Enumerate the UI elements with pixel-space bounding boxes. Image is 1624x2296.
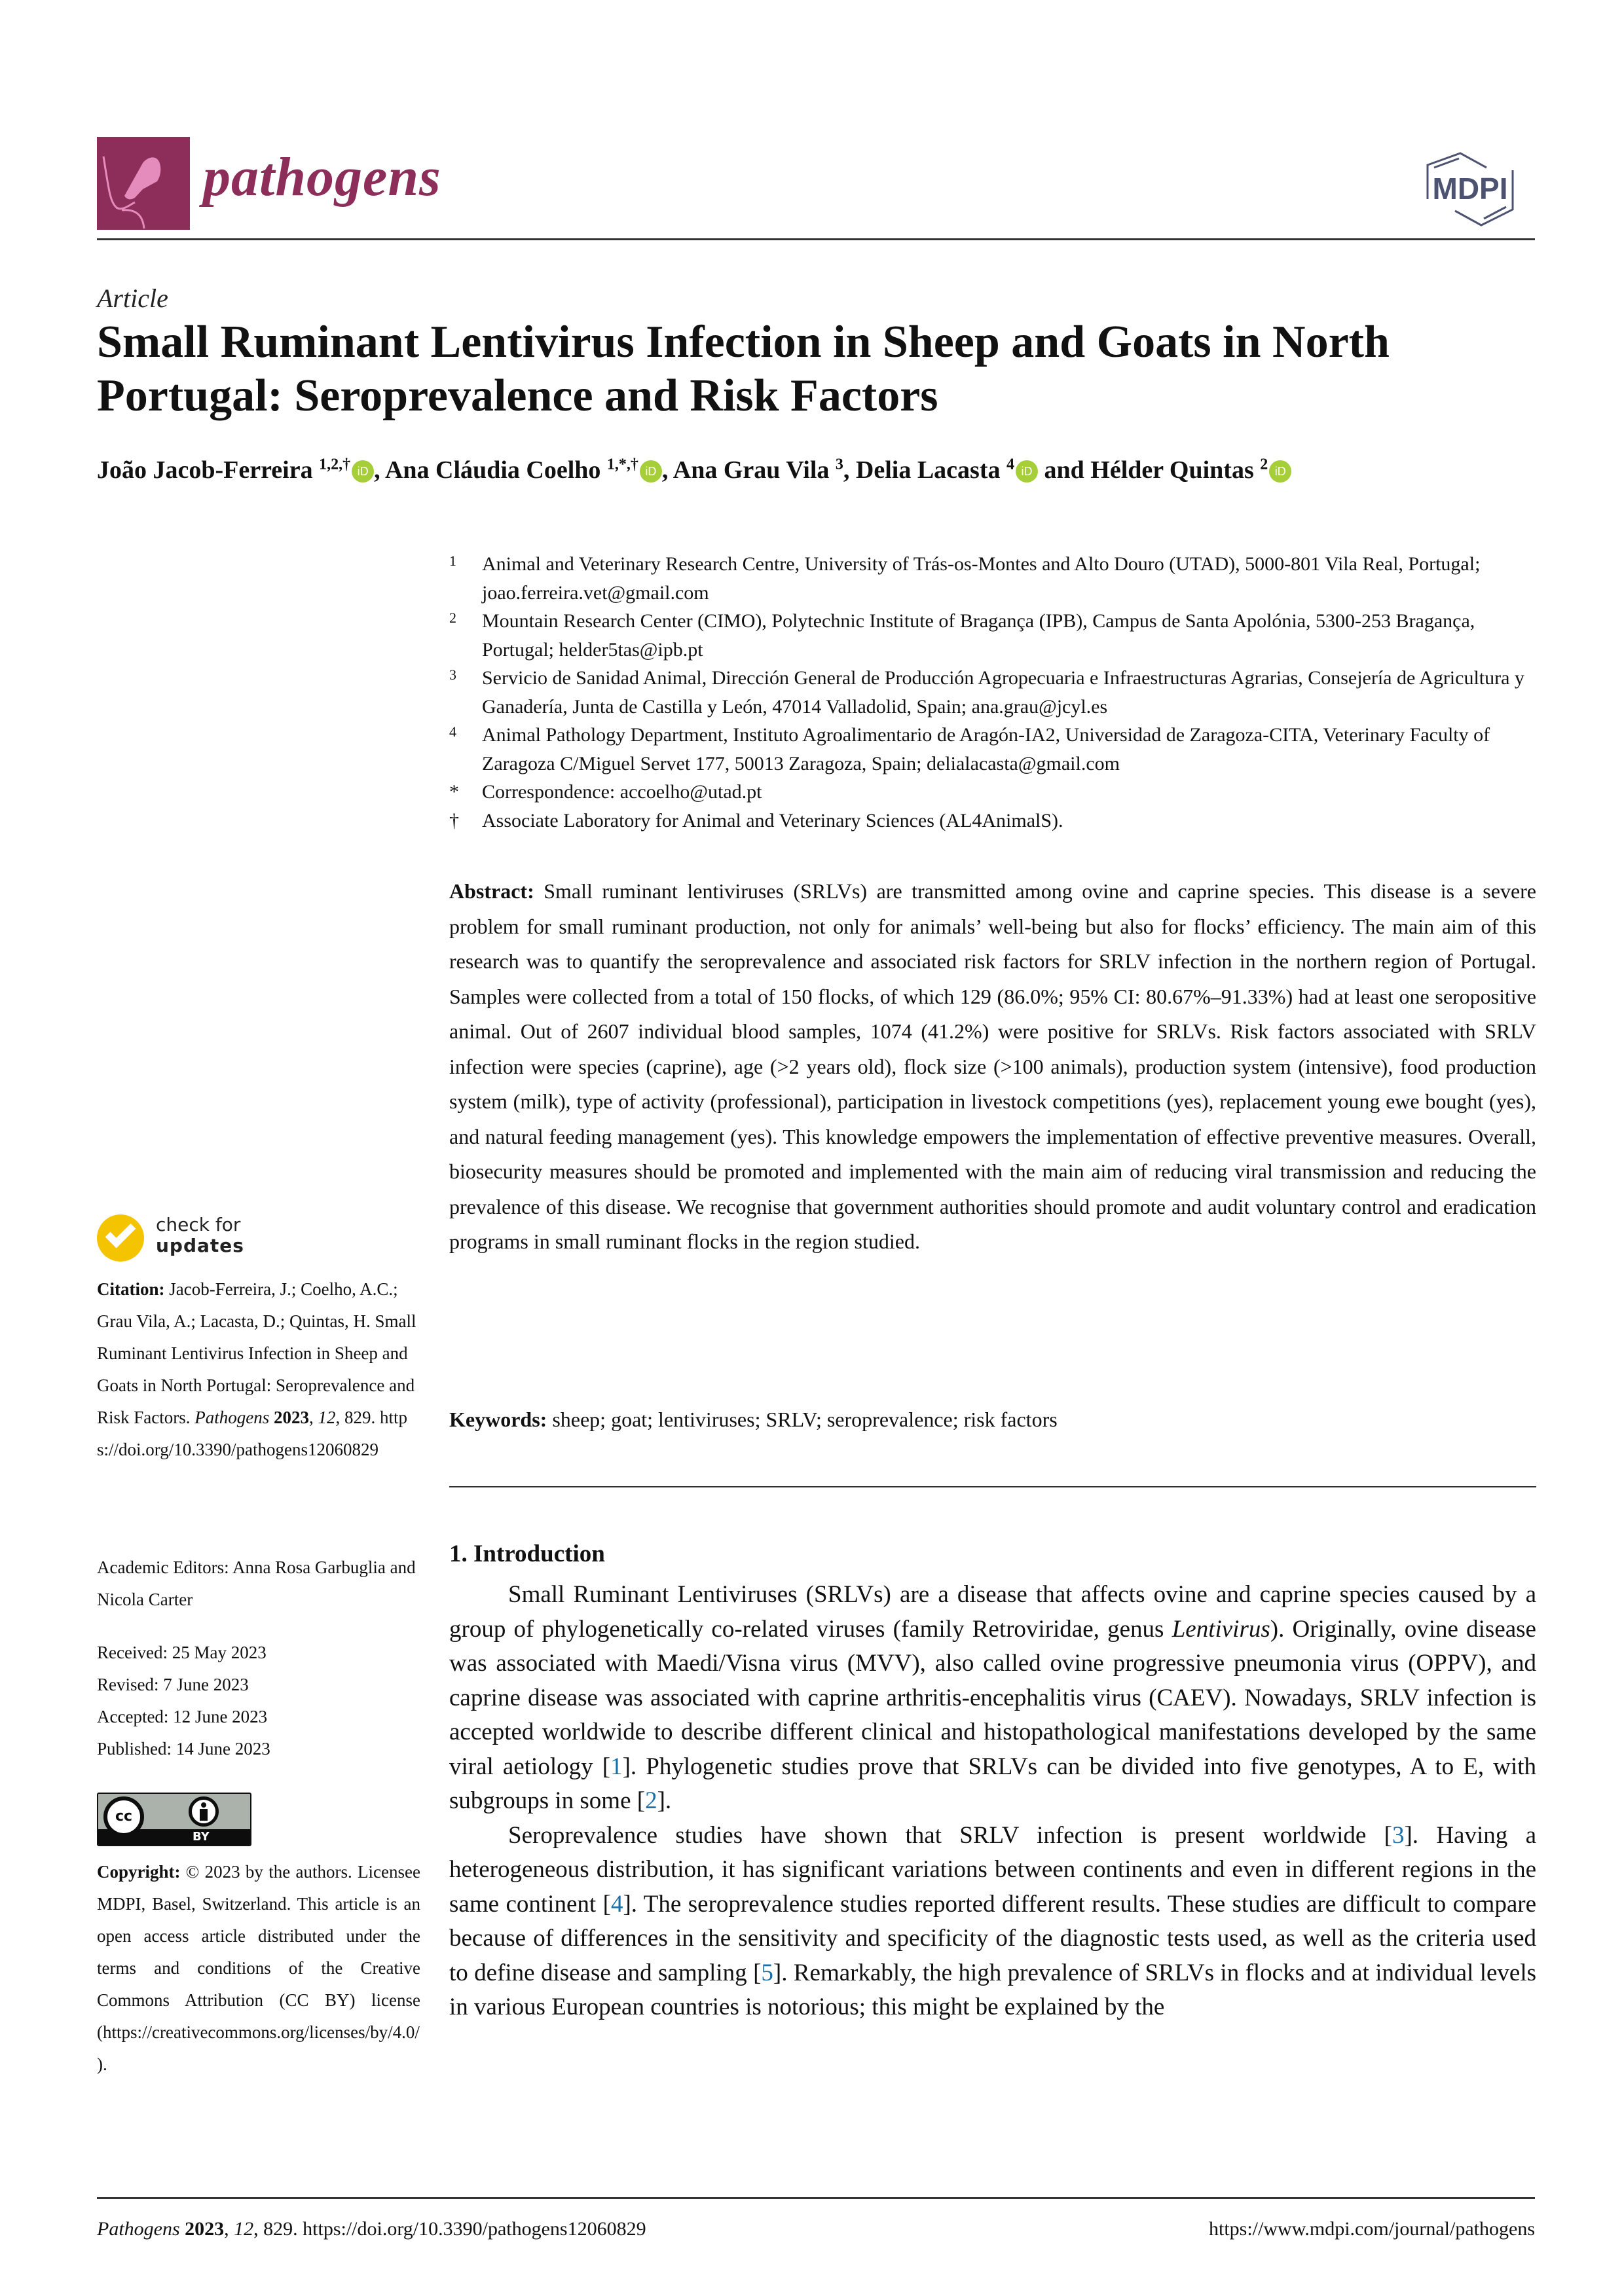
article-type: Article (97, 283, 168, 313)
creative-commons-icon: cc (103, 1796, 144, 1837)
author-separator: and (1037, 456, 1091, 484)
orcid-icon[interactable]: iD (1016, 460, 1038, 483)
affiliations (449, 550, 1549, 835)
affiliation-text: Mountain Research Center (CIMO), Polytechnic Institute of Bragança (IPB), Campus de Santa Apolónia, 5300-253 Bragança, Portugal; helder5tas@ipb.pt (482, 610, 1475, 661)
keywords-label: Keywords: (449, 1408, 547, 1431)
attribution-person-icon (189, 1796, 219, 1827)
author-list (97, 456, 1538, 484)
footer-divider (97, 2197, 1535, 2199)
affiliation-item (449, 721, 1549, 778)
svg-text:MDPI: MDPI (1432, 172, 1508, 206)
author-separator: , (661, 456, 673, 484)
reference-link[interactable]: 3 (1392, 1821, 1405, 1849)
abstract (449, 874, 1536, 1260)
affiliation-mark: 3 (449, 666, 456, 683)
author-name[interactable]: João Jacob-Ferreira (97, 456, 313, 484)
text-run: ]. Phylogenetic studies prove that SRLVs can be divided into five genotypes, A to E, with subgroups in some [ (449, 1753, 1537, 1814)
abstract-label: Abstract: (449, 879, 534, 903)
bacterium-icon (97, 137, 190, 230)
text-run: ). Originally, ovine disease was associated with Maedi/Visna virus (MVV), also called ovine progressive pneumonia virus (OPPV), and caprine disease was associated with caprine arthritis-encephalitis virus (CAEV). Nowadays, SRLV infection is accepted worldwide to describe different clinical and histopathological manifestations developed by the same viral aetiology [ (449, 1615, 1536, 1780)
reference-link[interactable]: 5 (761, 1959, 773, 1986)
footer-volume: 12 (234, 2218, 254, 2240)
affiliation-item (449, 550, 1549, 607)
affiliation-item (449, 664, 1549, 721)
paragraph (449, 1578, 1536, 1819)
footer-citation: Pathogens 2023, 12, 829. https://doi.org/10.3390/pathogens12060829 (97, 2218, 646, 2240)
affiliation-mark: 4 (449, 723, 456, 740)
author-affiliation-marks: 2 (1260, 456, 1268, 473)
text-run: ]. Remarkably, the high prevalence of SRLVs in flocks and at individual levels in various European countries is notorious; this might be explained by the (449, 1959, 1536, 2020)
published-date: Published: 14 June 2023 (97, 1739, 270, 1758)
copyright-notice (97, 1856, 420, 2081)
citation-text: Jacob-Ferreira, J.; Coelho, A.C.; Grau Vila, A.; Lacasta, D.; Quintas, H. Small Ruminant Lentivirus Infection in Sheep and Goats in North Portugal: Seroprevalence and Risk Factors. (97, 1279, 416, 1427)
author-separator: , (374, 456, 385, 484)
affiliation-mark: † (449, 809, 459, 831)
citation-volume: 12 (318, 1408, 336, 1427)
footer-journal-url[interactable]: https://www.mdpi.com/journal/pathogens (1208, 2218, 1535, 2240)
author-affiliation-marks: 3 (835, 456, 843, 473)
footer-year: 2023 (185, 2218, 225, 2240)
author-name[interactable]: Ana Grau Vila (673, 456, 830, 484)
footnote-item (449, 807, 1549, 835)
cc-by-license-badge[interactable] (97, 1793, 251, 1846)
citation-block: Citation: Jacob-Ferreira, J.; Coelho, A.C.; Grau Vila, A.; Lacasta, D.; Quintas, H. Small Ruminant Lentivirus Infection in Sheep and Goats in North Portugal: Seroprevalence and Risk Factors. Pathogens 2023, 12, 829. https://doi.org/10.3390/pathogens12060829 (97, 1279, 416, 1459)
orcid-icon[interactable]: iD (352, 460, 374, 483)
copyright-text: © 2023 by the authors. Licensee MDPI, Basel, Switzerland. This article is an open access article distributed under the terms and conditions of the Creative Commons Attribution (CC BY) license (https://creativecommons.org/licenses/by/4.0/). (97, 1862, 420, 2074)
reference-link[interactable]: 4 (610, 1890, 623, 1918)
received-date: Received: 25 May 2023 (97, 1643, 267, 1662)
author-affiliation-marks: 4 (1006, 456, 1014, 473)
correspondence-item (449, 778, 1549, 807)
author-affiliation-marks: 1,*,† (606, 456, 638, 473)
accepted-date: Accepted: 12 June 2023 (97, 1707, 268, 1726)
text-run: Small Ruminant Lentiviruses (SRLVs) are a disease that affects ovine and caprine species caused by a group of phylogenetically co-related viruses (family Retroviridae, genus (449, 1581, 1536, 1643)
affiliation-text: Animal and Veterinary Research Centre, University of Trás-os-Montes and Alto Douro (UTAD), 5000-801 Vila Real, Portugal; joao.ferreira.vet@gmail.com (482, 553, 1481, 604)
text-run: Seroprevalence studies have shown that SRLV infection is present worldwide [ (508, 1821, 1392, 1849)
reference-link[interactable]: 1 (610, 1753, 623, 1780)
section-divider (449, 1486, 1536, 1487)
text-run: ]. Having a heterogeneous distribution, it has significant variations between continents and even in different regions in the same continent [ (449, 1821, 1536, 1918)
journal-logo (97, 137, 190, 230)
orcid-icon[interactable]: iD (1269, 460, 1291, 483)
author-name[interactable]: Hélder Quintas (1090, 456, 1254, 484)
keywords (449, 1402, 1536, 1437)
affiliation-text: Animal Pathology Department, Instituto Agroalimentario de Aragón-IA2, Universidad de Zaragoza-CITA, Veterinary Faculty of Zaragoza C/Miguel Servet 177, 50013 Zaragoza, Spain; delialacasta@gmail.com (482, 724, 1490, 774)
genus-name: Lentivirus (1172, 1615, 1270, 1643)
section-heading: 1. Introduction (449, 1540, 605, 1567)
citation-pages: , 829. (335, 1408, 380, 1427)
affiliation-mark: * (449, 781, 459, 803)
footer-journal: Pathogens (97, 2218, 180, 2240)
paper-title: Small Ruminant Lentivirus Infection in Sheep and Goats in North Portugal: Seroprevalence and Risk Factors (97, 317, 1390, 421)
by-label: BY (193, 1830, 210, 1844)
footnote-text: Associate Laboratory for Animal and Veterinary Sciences (AL4AnimalS). (482, 809, 1063, 831)
check-icon (97, 1214, 144, 1262)
citation-journal: Pathogens (194, 1408, 270, 1427)
keywords-text: sheep; goat; lentiviruses; SRLV; seroprevalence; risk factors (552, 1408, 1058, 1431)
affiliation-text: Servicio de Sanidad Animal, Dirección General de Producción Agropecuaria e Infraestructuras Agrarias, Consejería de Agricultura y Ganadería, Junta de Castilla y León, 47014 Valladolid, Spain; ana.grau@jcyl.es (482, 667, 1524, 718)
affiliation-item (449, 607, 1549, 664)
citation-year: 2023 (274, 1408, 310, 1427)
correspondence-text: Correspondence: accoelho@utad.pt (482, 781, 762, 803)
author-separator: , (843, 456, 856, 484)
introduction-body (449, 1578, 1536, 2025)
citation-label: Citation: (97, 1279, 165, 1299)
author-affiliation-marks: 1,2,† (319, 456, 351, 473)
publication-dates (97, 1637, 424, 1765)
author-name[interactable]: Ana Cláudia Coelho (384, 456, 601, 484)
text-run: ]. (657, 1787, 672, 1814)
affiliation-mark: 2 (449, 610, 456, 626)
footer-doi[interactable]: , 829. https://doi.org/10.3390/pathogens12060829 (253, 2218, 646, 2240)
academic-editors: Academic Editors: Anna Rosa Garbuglia and Nicola Carter (97, 1558, 416, 1609)
check-for-updates-button[interactable] (97, 1214, 261, 1267)
text-run: ]. The seroprevalence studies reported different results. These studies are difficult to compare because of differences in the sensitivity and specificity of the diagnostic tests used, as well as the criteria used to define disease and sampling [ (449, 1890, 1536, 1986)
check-updates-label: updates (156, 1235, 244, 1256)
journal-name: pathogens (203, 147, 441, 208)
revised-date: Revised: 7 June 2023 (97, 1675, 249, 1694)
reference-link[interactable]: 2 (645, 1787, 657, 1814)
mdpi-logo (1408, 152, 1532, 230)
author-name[interactable]: Delia Lacasta (855, 456, 1001, 484)
check-updates-label: check for (156, 1214, 241, 1235)
paragraph (449, 1819, 1536, 2025)
header-divider (97, 238, 1535, 240)
affiliation-mark: 1 (449, 553, 456, 569)
orcid-icon[interactable]: iD (640, 460, 662, 483)
copyright-label: Copyright: (97, 1862, 181, 1882)
citation-doi-link[interactable]: https://doi.org/10.3390/pathogens12060829 (97, 1408, 408, 1459)
abstract-text: Small ruminant lentiviruses (SRLVs) are transmitted among ovine and caprine species. This disease is a severe problem for small ruminant production, not only for animals’ well-being but also for flocks’ efficiency. The main aim of this research was to quantify the seroprevalence and associated risk factors for SRLV infection in the northern region of Portugal. Samples were collected from a total of 150 flocks, of which 129 (86.0%; 95% CI: 80.67%–91.33%) had at least one seropositive animal. Out of 2607 individual blood samples, 1074 (41.2%) were positive for SRLVs. Risk factors associated with SRLV infection were species (caprine), age (>2 years old), flock size (>100 animals), production system (intensive), food production system (milk), type of activity (professional), participation in livestock competitions (yes), replacement young ewe bought (yes), and natural feeding management (yes). This knowledge empowers the implementation of effective preventive measures. Overall, biosecurity measures should be promoted and implemented with the main aim of reducing viral transmission and reducing the prevalence of this disease. We recognise that government authorities should promote and audit voluntary control and eradication programs in small ruminant flocks in the region studied. (449, 879, 1537, 1253)
